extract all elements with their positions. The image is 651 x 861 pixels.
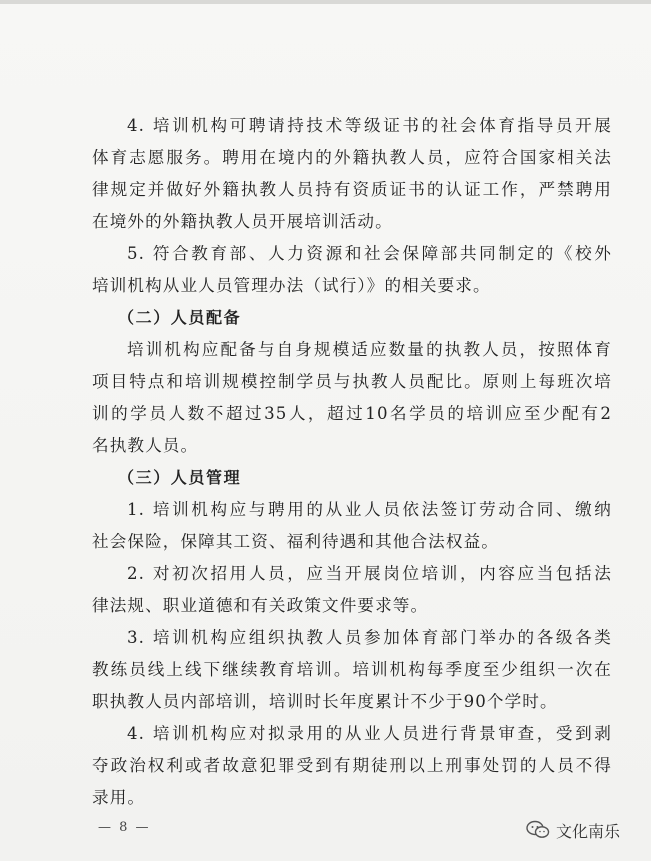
text-line: 训的学员人数不超过35人，超过10名学员的培训应至少配有2 xyxy=(92,404,612,423)
watermark-text: 文化南乐 xyxy=(556,821,621,841)
text-line: 体育志愿服务。聘用在境内的外籍执教人员，应符合国家相关法 xyxy=(92,148,612,167)
page-edge xyxy=(0,0,651,4)
text-line: 培训机构应配备与自身规模适应数量的执教人员，按照体育 xyxy=(127,340,612,359)
text-line: 律规定并做好外籍执教人员持有资质证书的认证工作，严禁聘用 xyxy=(92,180,612,199)
text-line: 教练员线上线下继续教育培训。培训机构每季度至少组织一次在 xyxy=(92,660,612,679)
text-line: 4. 培训机构可聘请持技术等级证书的社会体育指导员开展 xyxy=(127,116,612,135)
text-line: 4. 培训机构应对拟录用的从业人员进行背景审查，受到剥 xyxy=(127,724,612,743)
watermark xyxy=(526,818,620,842)
text-line: 社会保险，保障其工资、福利待遇和其他合法权益。 xyxy=(92,532,499,551)
section-heading: （二）人员配备 xyxy=(118,308,242,327)
text-line: 在境外的外籍执教人员开展培训活动。 xyxy=(92,212,393,231)
section-heading: （三）人员管理 xyxy=(118,468,242,487)
text-line: 项目特点和培训规模控制学员与执教人员配比。原则上每班次培 xyxy=(92,372,612,391)
text-line: 职执教人员内部培训，培训时长年度累计不少于90个学时。 xyxy=(92,692,558,711)
text-line: 2. 对初次招用人员，应当开展岗位培训，内容应当包括法 xyxy=(127,564,612,583)
wechat-icon xyxy=(526,820,550,840)
text-line: 5. 符合教育部、人力资源和社会保障部共同制定的《校外 xyxy=(127,244,612,263)
text-line: 培训机构从业人员管理办法（试行）》的相关要求。 xyxy=(92,276,491,295)
text-line: 夺政治权利或者故意犯罪受到有期徒刑以上刑事处罚的人员不得 xyxy=(92,756,612,775)
text-line: 3. 培训机构应组织执教人员参加体育部门举办的各级各类 xyxy=(127,628,612,647)
text-line: 名执教人员。 xyxy=(92,436,199,455)
text-line: 律法规、职业道德和有关政策文件要求等。 xyxy=(92,596,429,615)
text-line: 录用。 xyxy=(92,788,146,807)
page-number: — 8 — xyxy=(98,820,151,835)
text-line: 1. 培训机构应与聘用的从业人员依法签订劳动合同、缴纳 xyxy=(127,500,612,519)
